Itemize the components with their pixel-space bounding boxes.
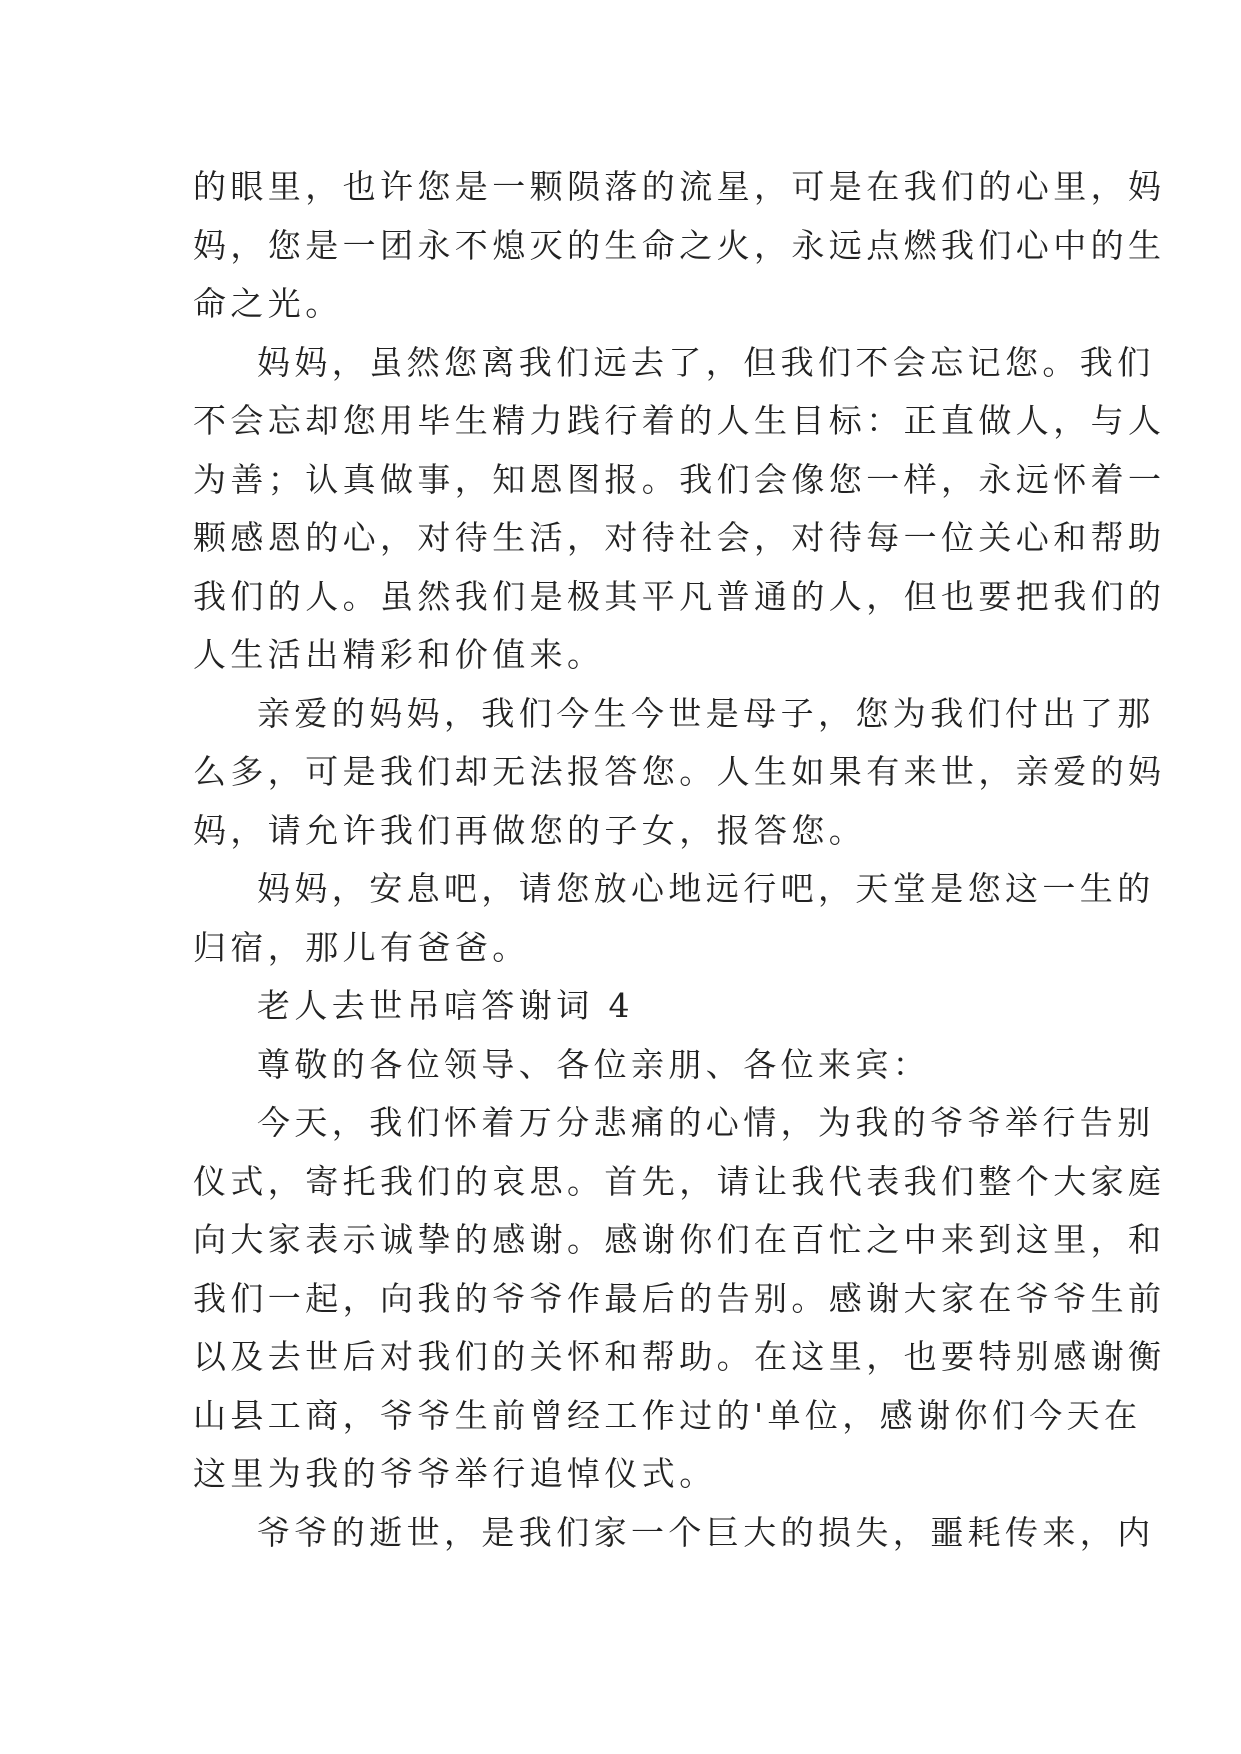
- text-line: 我们一起，向我的爷爷作最后的告别。感谢大家在爷爷生前: [193, 1278, 1166, 1318]
- text-line: 山县工商，爷爷生前曾经工作过的'单位，感谢你们今天在: [193, 1395, 1142, 1435]
- text-line: 以及去世后对我们的关怀和帮助。在这里，也要特别感谢衡: [193, 1337, 1166, 1376]
- text-line: 为善；认真做事，知恩图报。我们会像您一样，永远怀着一: [193, 459, 1166, 499]
- text-line: 妈，您是一团永不熄灭的生命之火，永远点燃我们心中的生: [193, 225, 1166, 265]
- text-line: 老人去世吊唁答谢词 4: [257, 986, 634, 1025]
- text-line: 仪式，寄托我们的哀思。首先，请让我代表我们整个大家庭: [193, 1161, 1166, 1201]
- text-line: 这里为我的爷爷举行追悼仪式。: [193, 1454, 717, 1493]
- text-line: 的眼里，也许您是一颗陨落的流星，可是在我们的心里，妈: [193, 167, 1166, 206]
- text-line: 妈妈，安息吧，请您放心地远行吧，天堂是您这一生的: [257, 869, 1155, 908]
- text-line: 命之光。: [193, 284, 343, 323]
- text-line: 向大家表示诚挚的感谢。感谢你们在百忙之中来到这里，和: [193, 1220, 1166, 1259]
- text-line: 尊敬的各位领导、各位亲朋、各位来宾：: [257, 1044, 931, 1084]
- text-line: 爷爷的逝世，是我们家一个巨大的损失，噩耗传来，内: [257, 1512, 1155, 1552]
- text-line: 妈，请允许我们再做您的子女，报答您。: [193, 810, 867, 850]
- text-line: 今天，我们怀着万分悲痛的心情，为我的爷爷举行告别: [257, 1103, 1155, 1142]
- text-line: 我们的人。虽然我们是极其平凡普通的人，但也要把我们的: [193, 576, 1166, 616]
- text-line: 么多，可是我们却无法报答您。人生如果有来世，亲爱的妈: [193, 752, 1166, 791]
- text-line: 人生活出精彩和价值来。: [193, 635, 605, 674]
- text-line: 归宿，那儿有爸爸。: [193, 927, 530, 967]
- text-line: 妈妈，虽然您离我们远去了，但我们不会忘记您。我们: [257, 342, 1155, 382]
- text-line: 不会忘却您用毕生精力践行着的人生目标：正直做人，与人: [193, 401, 1166, 440]
- document-page: [193, 158, 1166, 1562]
- text-line: 颗感恩的心，对待生活，对待社会，对待每一位关心和帮助: [193, 518, 1166, 557]
- text-line: 亲爱的妈妈，我们今生今世是母子，您为我们付出了那: [257, 693, 1155, 733]
